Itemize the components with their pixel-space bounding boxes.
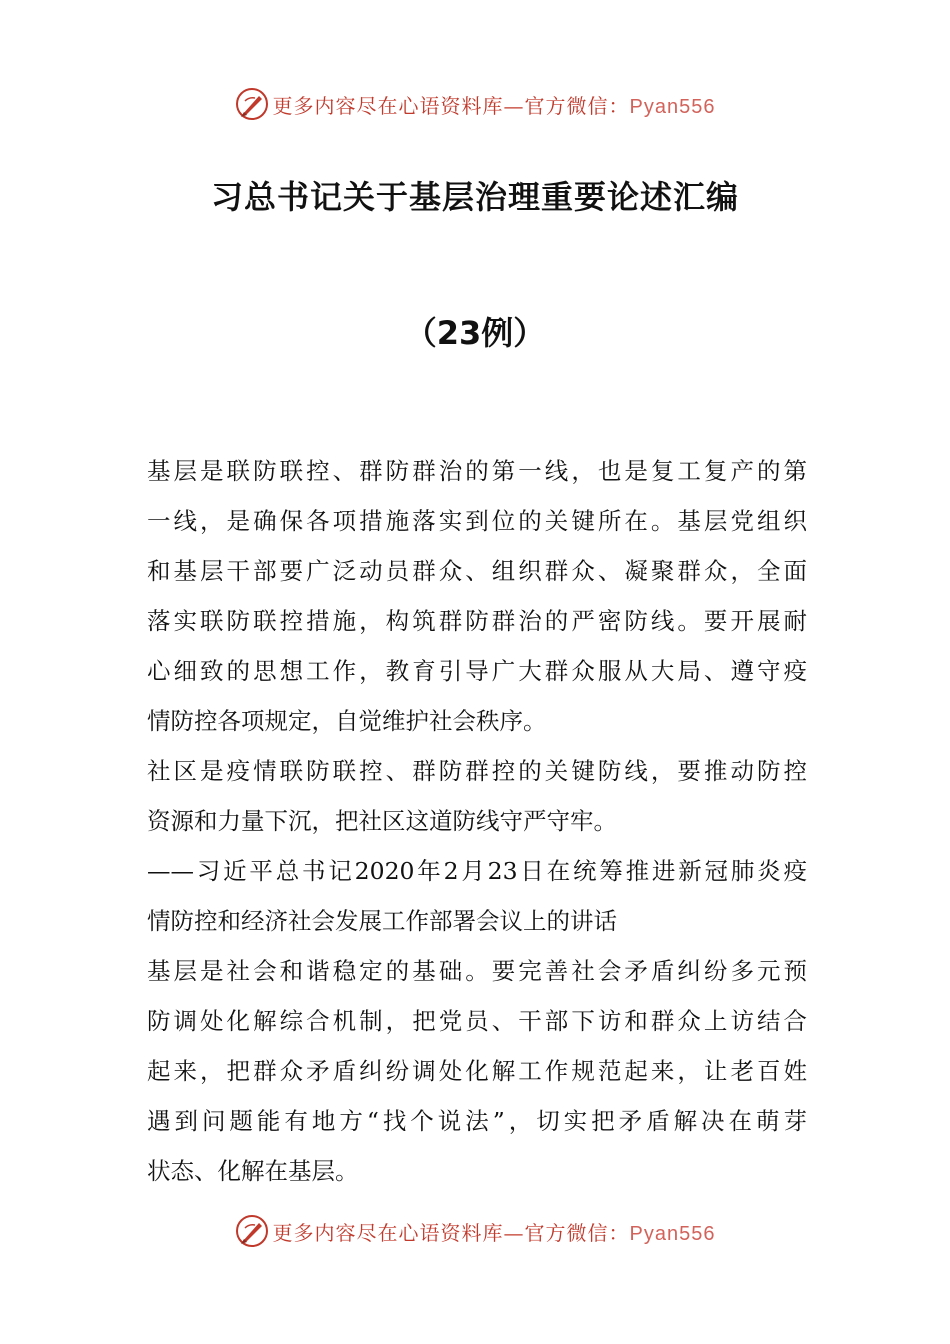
banner-wechat-id: Pyan556 [629, 1222, 716, 1245]
body-line: 防调处化解综合机制，把党员、干部下访和群众上访结合 [147, 1007, 807, 1035]
quill-pen-logo-icon [235, 87, 269, 121]
banner-label: 更多内容尽在心语资料库—官方微信： [272, 1220, 630, 1245]
body-line: 基层是联防联控、群防群治的第一线，也是复工复产的第 [147, 457, 807, 485]
document-title: 习总书记关于基层治理重要论述汇编 [210, 178, 739, 216]
document-body [147, 446, 807, 1196]
body-line: 状态、化解在基层。 [147, 1157, 359, 1185]
body-line: 起来，把群众矛盾纠纷调处化解工作规范起来，让老百姓 [147, 1057, 807, 1085]
body-line: 社区是疫情联防联控、群防群控的关键防线，要推动防控 [147, 757, 807, 785]
body-line: 情防控和经济社会发展工作部署会议上的讲话 [147, 907, 617, 935]
banner-text [273, 1217, 716, 1246]
banner-wechat-id: Pyan556 [629, 95, 716, 118]
body-line: 基层是社会和谐稳定的基础。要完善社会矛盾纠纷多元预 [147, 957, 807, 985]
header-banner [0, 84, 950, 124]
quill-pen-logo-icon [235, 1214, 269, 1248]
body-line: 一线，是确保各项措施落实到位的关键所在。基层党组织 [147, 507, 807, 535]
banner-label: 更多内容尽在心语资料库—官方微信： [272, 93, 630, 118]
body-line: 资源和力量下沉，把社区这道防线守严守牢。 [147, 807, 617, 835]
footer-banner [0, 1211, 950, 1251]
body-line: 和基层干部要广泛动员群众、组织群众、凝聚群众，全面 [147, 557, 807, 585]
document-subtitle: （23例） [404, 314, 546, 352]
banner-text [273, 90, 716, 119]
body-line: 情防控各项规定，自觉维护社会秩序。 [147, 707, 547, 735]
body-line: 遇到问题能有地方“找个说法”，切实把矛盾解决在萌芽 [147, 1107, 807, 1135]
body-line: 落实联防联控措施，构筑群防群治的严密防线。要开展耐 [147, 607, 807, 635]
body-line: ——习近平总书记2020年2月23日在统筹推进新冠肺炎疫 [147, 857, 807, 885]
body-line: 心细致的思想工作，教育引导广大群众服从大局、遵守疫 [147, 657, 807, 685]
